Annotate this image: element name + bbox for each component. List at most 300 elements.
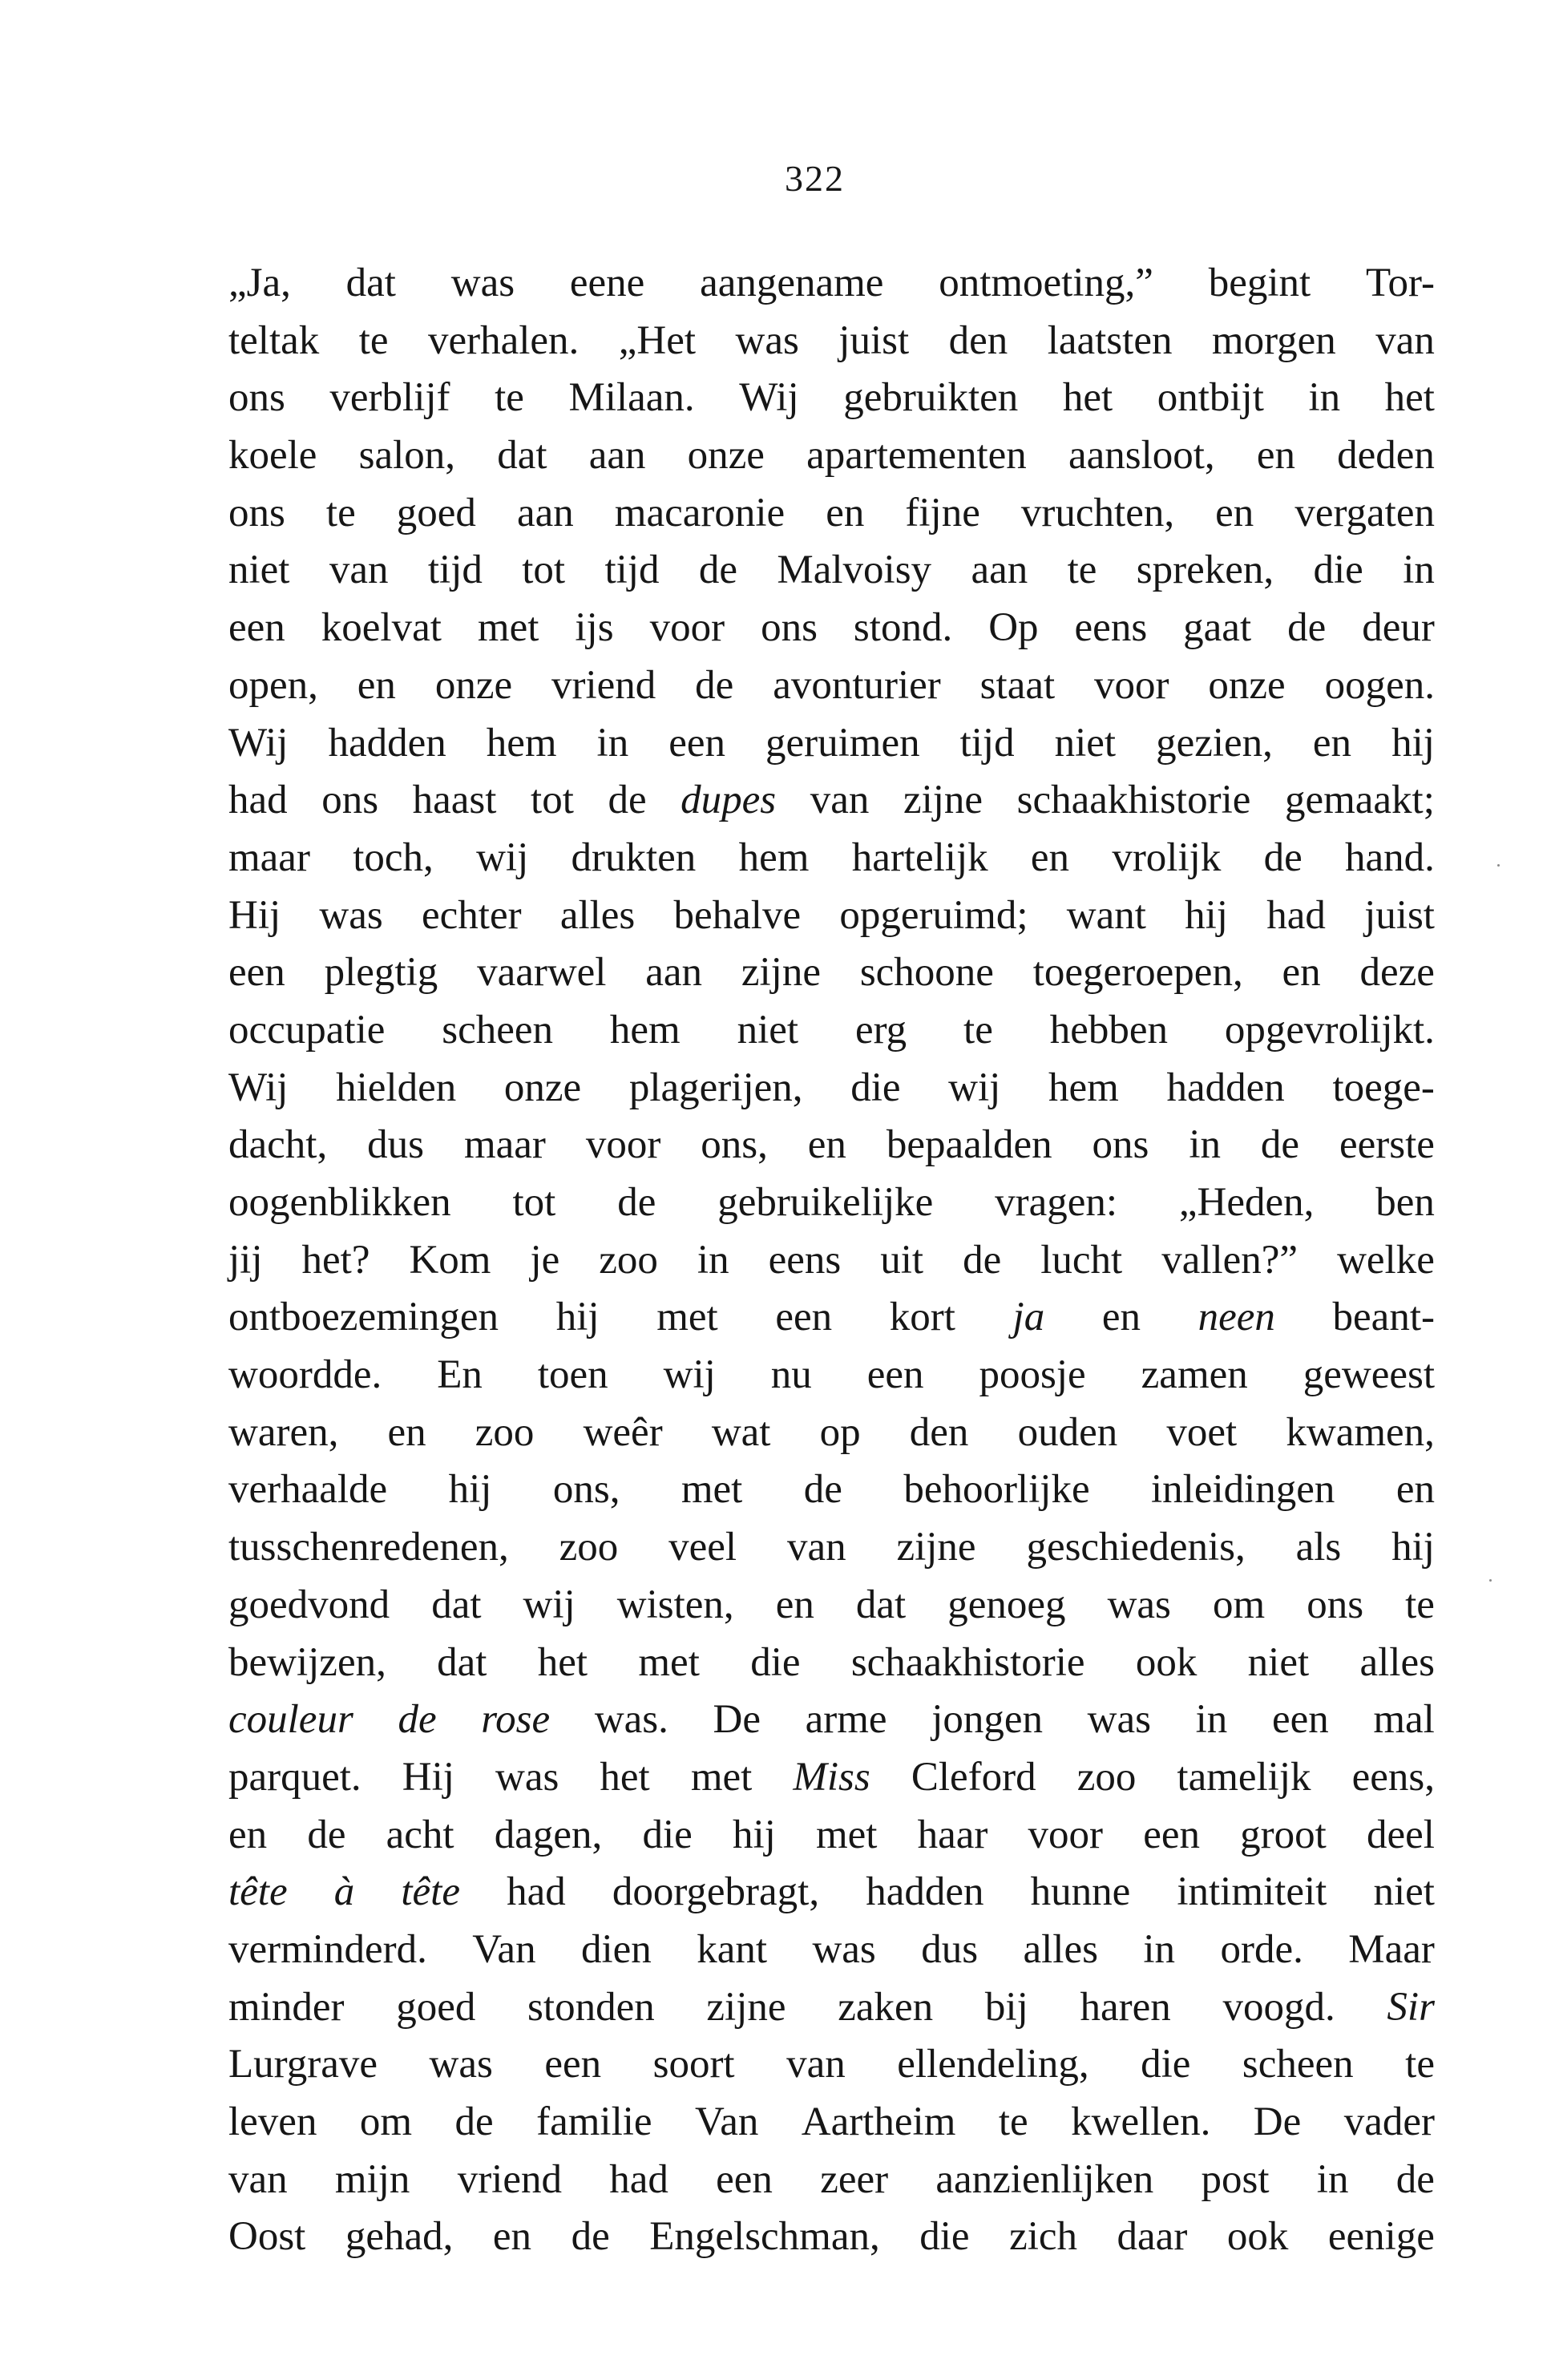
text-line <box>228 1174 1435 1232</box>
word: schaakhistorie <box>850 1639 1085 1685</box>
word: De <box>1253 2099 1302 2144</box>
word: niet <box>737 1007 799 1053</box>
word: ons <box>1307 1582 1364 1627</box>
word: voor <box>1028 1812 1104 1857</box>
word: jongen <box>931 1697 1044 1743</box>
word: zich <box>1009 2214 1078 2260</box>
word: te <box>963 1007 993 1053</box>
word: haren <box>1080 1984 1171 2030</box>
word: woordde. <box>228 1352 382 1398</box>
word: bepaalden <box>886 1122 1052 1168</box>
word: wat <box>711 1409 771 1455</box>
word: Lurgrave <box>228 2042 378 2087</box>
word: tot <box>522 548 566 593</box>
word: wij <box>476 834 529 880</box>
word: doorgebragt, <box>612 1869 820 1915</box>
word: en <box>1282 950 1321 996</box>
word: zoo <box>559 1525 619 1570</box>
word: Oost <box>228 2214 306 2260</box>
word: Tor- <box>1365 261 1435 305</box>
word: parquet. <box>228 1754 361 1800</box>
italic-word: de <box>398 1697 437 1743</box>
word: tot <box>512 1180 556 1225</box>
text-line <box>228 600 1435 657</box>
word: was <box>1107 1582 1171 1627</box>
word: hij <box>1185 892 1228 938</box>
word: was. <box>594 1697 668 1743</box>
word: de <box>617 1180 656 1225</box>
word: geruimen <box>765 720 920 766</box>
word: Aartheim <box>801 2099 956 2144</box>
word: de <box>1260 1122 1300 1168</box>
word: Van <box>472 1926 536 1972</box>
word: eens <box>768 1237 842 1283</box>
word: wij <box>663 1352 716 1398</box>
word: de <box>608 778 647 823</box>
word: ons <box>1092 1122 1149 1168</box>
word: aan <box>588 433 646 479</box>
word: bij <box>984 1984 1028 2030</box>
word: als <box>1295 1525 1342 1570</box>
word: erg <box>854 1007 907 1053</box>
word: aan <box>516 490 574 535</box>
word: jij <box>228 1237 263 1283</box>
word: dien <box>581 1926 652 1972</box>
word: hebben <box>1049 1007 1168 1053</box>
text-line <box>228 313 1435 370</box>
word: dus <box>921 1926 979 1972</box>
word: nu <box>770 1352 812 1398</box>
word: en <box>1215 490 1254 535</box>
word: maar <box>228 834 310 880</box>
word: was <box>429 2042 493 2087</box>
word: dat <box>431 1582 482 1627</box>
text-line <box>228 2036 1435 2094</box>
word: verblijf <box>329 375 450 421</box>
word: goed <box>396 490 476 535</box>
word: spreken, <box>1136 548 1274 593</box>
word: in <box>1195 1697 1228 1743</box>
word: vragen: <box>995 1180 1118 1225</box>
word: hand. <box>1345 834 1435 880</box>
word: salon, <box>358 433 456 479</box>
word: en <box>1395 1467 1435 1513</box>
word: met <box>477 605 539 651</box>
word: voor <box>649 605 725 651</box>
word: ontbijt <box>1157 375 1264 421</box>
word: oogenblikken <box>228 1180 451 1225</box>
word: juist <box>1364 892 1435 938</box>
word: poosje <box>979 1352 1086 1398</box>
word: hunne <box>1030 1869 1131 1915</box>
word: toegeroepen, <box>1032 950 1243 996</box>
word: hartelijk <box>851 834 988 880</box>
word: zijne <box>896 1525 976 1570</box>
word: die <box>642 1812 693 1857</box>
word: hij <box>448 1467 492 1513</box>
text-line <box>228 1691 1435 1749</box>
scan-speck <box>1497 864 1500 867</box>
word: het <box>600 1754 650 1800</box>
word: in <box>1189 1122 1221 1168</box>
word: en <box>357 662 396 708</box>
word: zaken <box>838 1984 934 2030</box>
word: Milaan. <box>568 375 695 421</box>
italic-word: Miss <box>793 1754 870 1800</box>
text-line <box>228 1117 1435 1174</box>
word: bewijzen, <box>228 1639 386 1685</box>
word: ellendeling, <box>897 2042 1089 2087</box>
word: Wij <box>228 1065 289 1110</box>
word: zoo <box>599 1237 658 1283</box>
text-line <box>228 1634 1435 1692</box>
word: groot <box>1240 1812 1327 1857</box>
word: je <box>530 1237 560 1283</box>
word: het? <box>301 1237 370 1283</box>
word: hem <box>609 1007 681 1053</box>
word: was <box>495 1754 559 1800</box>
word: ons <box>228 490 285 535</box>
text-line <box>228 255 1435 313</box>
word: inleidingen <box>1150 1467 1335 1513</box>
word: zijne <box>706 1984 786 2030</box>
word: genoeg <box>947 1582 1066 1627</box>
word: orde. <box>1220 1926 1303 1972</box>
word: den <box>948 317 1008 363</box>
word: ook <box>1135 1639 1198 1685</box>
word: stond. <box>853 605 953 651</box>
word: zeer <box>820 2156 889 2202</box>
word: waren, <box>228 1409 339 1455</box>
word: de <box>698 548 738 593</box>
word: te <box>1405 1582 1435 1627</box>
word: juist <box>838 317 910 363</box>
word: had <box>1266 892 1326 938</box>
word: die <box>919 2214 970 2260</box>
word: de <box>1395 2156 1435 2202</box>
scan-speck <box>1489 1579 1492 1582</box>
word: scheen <box>442 1007 554 1053</box>
word: gezien, <box>1156 720 1273 766</box>
word: zoo <box>475 1409 535 1455</box>
word: de <box>803 1467 842 1513</box>
word: van <box>228 2156 288 2202</box>
word: om <box>1212 1582 1266 1627</box>
word: hielden <box>336 1065 457 1110</box>
text-line <box>228 485 1435 543</box>
word: alles <box>1359 1639 1435 1685</box>
word: aan <box>645 950 703 996</box>
word: occupatie <box>228 1007 386 1053</box>
word: deel <box>1366 1812 1435 1857</box>
text-line <box>228 1060 1435 1117</box>
word: schaakhistorie <box>1016 778 1251 823</box>
word: gebruikten <box>843 375 1019 421</box>
word: ontmoeting,” <box>939 261 1153 305</box>
word: niet <box>1054 720 1117 766</box>
word: de <box>307 1812 346 1857</box>
word: dacht, <box>228 1122 328 1168</box>
word: echter <box>422 892 522 938</box>
word: beant- <box>1332 1295 1435 1340</box>
word: onze <box>687 433 765 479</box>
word: leven <box>228 2099 317 2144</box>
word: kwamen, <box>1286 1409 1435 1455</box>
text-line <box>228 887 1435 945</box>
word: tot <box>531 778 574 823</box>
word: hij <box>732 1812 776 1857</box>
word: met <box>656 1295 718 1340</box>
word: toch, <box>353 834 434 880</box>
word: maar <box>463 1122 546 1168</box>
word: morgen <box>1211 317 1336 363</box>
page-number: 322 <box>785 158 845 199</box>
word: verminderd. <box>228 1926 427 1972</box>
body-text <box>228 255 1435 2266</box>
word: alles <box>1023 1926 1098 1972</box>
word: de <box>695 662 734 708</box>
text-line <box>228 1002 1435 1060</box>
word: voor <box>1094 662 1169 708</box>
word: en <box>1101 1295 1141 1340</box>
word: den <box>909 1409 969 1455</box>
word: fijne <box>905 490 980 535</box>
word: een <box>1143 1812 1200 1857</box>
word: zijne <box>741 950 821 996</box>
word: een <box>544 2042 602 2087</box>
word: laatsten <box>1047 317 1173 363</box>
word: „Het <box>618 317 697 363</box>
word: stonden <box>527 1984 655 2030</box>
word: ontboezemingen <box>228 1295 499 1340</box>
word: vrolijk <box>1112 834 1222 880</box>
text-line <box>228 1979 1435 2037</box>
word: was <box>450 261 515 305</box>
word: ben <box>1375 1180 1435 1225</box>
word: in <box>1308 375 1341 421</box>
word: gaat <box>1183 605 1252 651</box>
word: te <box>325 490 356 535</box>
word: hem <box>486 720 557 766</box>
text-line <box>228 1232 1435 1290</box>
word: uit <box>880 1237 924 1283</box>
word: die <box>1313 548 1363 593</box>
word: was <box>812 1926 876 1972</box>
word: Op <box>988 605 1039 651</box>
word: Wij <box>228 720 289 766</box>
word: van <box>810 778 870 823</box>
word: plegtig <box>324 950 438 996</box>
word: had <box>228 778 288 823</box>
word: teltak <box>228 317 320 363</box>
word: hij <box>1391 720 1435 766</box>
word: Van <box>695 2099 759 2144</box>
word: onze <box>503 1065 582 1110</box>
word: goed <box>396 1984 476 2030</box>
word: goedvond <box>228 1582 390 1627</box>
word: met <box>681 1467 743 1513</box>
word: tijd <box>604 548 660 593</box>
text-line <box>228 1921 1435 1979</box>
word: hem <box>738 834 810 880</box>
text-line <box>228 715 1435 773</box>
word: weêr <box>583 1409 663 1455</box>
word: een <box>228 950 285 996</box>
word: de <box>571 2214 610 2260</box>
word: toege- <box>1332 1065 1435 1110</box>
word: hadden <box>866 1869 984 1915</box>
word: aan <box>971 548 1028 593</box>
word: van <box>1375 317 1435 363</box>
word: hij <box>555 1295 600 1340</box>
word: aangename <box>700 261 884 305</box>
word: scheen <box>1242 2042 1354 2087</box>
word: te <box>495 375 524 421</box>
word: minder <box>228 1984 345 2030</box>
word: oogen. <box>1324 662 1435 708</box>
word: niet <box>1373 1869 1435 1915</box>
word: staat <box>979 662 1056 708</box>
word: was <box>735 317 799 363</box>
word: en <box>228 1812 268 1857</box>
word: die <box>850 1065 901 1110</box>
italic-word: Sir <box>1387 1984 1435 2030</box>
word: Engelschman, <box>649 2214 880 2260</box>
word: toen <box>537 1352 608 1398</box>
word: hadden <box>1166 1065 1285 1110</box>
word: zamen <box>1141 1352 1248 1398</box>
word: een <box>775 1295 833 1340</box>
word: zoo <box>1076 1754 1137 1800</box>
word: welke <box>1337 1237 1435 1283</box>
word: koele <box>228 433 317 479</box>
word: dat <box>345 261 396 305</box>
word: En <box>437 1352 483 1398</box>
word: wij <box>523 1582 576 1627</box>
word: dat <box>855 1582 907 1627</box>
word: tijd <box>959 720 1015 766</box>
word: zijne <box>903 778 983 823</box>
text-line <box>228 2208 1435 2266</box>
word: vriend <box>457 2156 562 2202</box>
word: behoorlijke <box>903 1467 1090 1513</box>
word: ouden <box>1017 1409 1118 1455</box>
word: ook <box>1226 2214 1289 2260</box>
word: vaarwel <box>477 950 607 996</box>
word: aanzienlijken <box>935 2156 1154 2202</box>
word: dat <box>437 1639 487 1685</box>
word: alles <box>559 892 636 938</box>
italic-word: ja <box>1012 1295 1045 1340</box>
word: het <box>537 1639 588 1685</box>
word: vruchten, <box>1020 490 1175 535</box>
word: eens <box>1074 605 1148 651</box>
word: want <box>1066 892 1146 938</box>
word: onze <box>1208 662 1286 708</box>
word: een <box>228 605 285 651</box>
text-line <box>228 830 1435 887</box>
word: dus <box>367 1122 424 1168</box>
italic-word: neen <box>1198 1295 1275 1340</box>
word: de <box>963 1237 1002 1283</box>
italic-word: rose <box>481 1697 551 1743</box>
word: geweest <box>1303 1352 1435 1398</box>
word: kwellen. <box>1071 2099 1211 2144</box>
word: Maar <box>1348 1926 1435 1972</box>
word: in <box>1403 548 1435 593</box>
text-line <box>228 2152 1435 2209</box>
word: plagerijen, <box>628 1065 803 1110</box>
word: eens, <box>1351 1754 1435 1800</box>
word: tusschenredenen, <box>228 1525 509 1570</box>
text-line <box>228 772 1435 830</box>
word: om <box>359 2099 413 2144</box>
word: De <box>713 1697 761 1743</box>
word: en <box>1312 720 1352 766</box>
word: het <box>1384 375 1435 421</box>
word: te <box>1067 548 1097 593</box>
word: de <box>1287 605 1327 651</box>
word: kort <box>889 1295 955 1340</box>
word: behalve <box>673 892 802 938</box>
word: de <box>454 2099 494 2144</box>
word: „Heden, <box>1178 1180 1315 1225</box>
word: hem <box>1048 1065 1119 1110</box>
word: schoone <box>859 950 994 996</box>
word: intimiteit <box>1177 1869 1327 1915</box>
word: was <box>1087 1697 1151 1743</box>
word: vergaten <box>1294 490 1435 535</box>
word: die <box>750 1639 801 1685</box>
text-line <box>228 542 1435 600</box>
text-line <box>228 1577 1435 1634</box>
word: voet <box>1166 1409 1238 1455</box>
text-line <box>228 944 1435 1002</box>
word: in <box>1143 1926 1176 1972</box>
word: gehad, <box>345 2214 454 2260</box>
word: ijs <box>575 605 614 651</box>
word: avonturier <box>773 662 941 708</box>
word: een <box>1271 1697 1329 1743</box>
word: daar <box>1117 2214 1188 2260</box>
word: in <box>1316 2156 1349 2202</box>
word: mal <box>1373 1697 1435 1743</box>
word: Hij <box>228 892 281 938</box>
word: ons <box>228 375 285 421</box>
word: de <box>1263 834 1303 880</box>
word: koelvat <box>321 605 442 651</box>
word: en <box>1256 433 1295 479</box>
word: vader <box>1343 2099 1435 2144</box>
word: opgevrolijkt. <box>1224 1007 1435 1053</box>
word: voogd. <box>1222 1984 1335 2030</box>
word: Kom <box>409 1237 491 1283</box>
word: en <box>1030 834 1070 880</box>
word: in <box>596 720 629 766</box>
word: tijd <box>427 548 483 593</box>
text-line <box>228 657 1435 715</box>
word: hadden <box>328 720 446 766</box>
italic-word: à <box>333 1869 355 1915</box>
word: te <box>358 317 389 363</box>
word: familie <box>536 2099 652 2144</box>
word: van <box>786 2042 846 2087</box>
word: verhalen. <box>428 317 580 363</box>
word: op <box>819 1409 861 1455</box>
word: een <box>668 720 725 766</box>
word: arme <box>805 1697 887 1743</box>
word: soort <box>652 2042 735 2087</box>
